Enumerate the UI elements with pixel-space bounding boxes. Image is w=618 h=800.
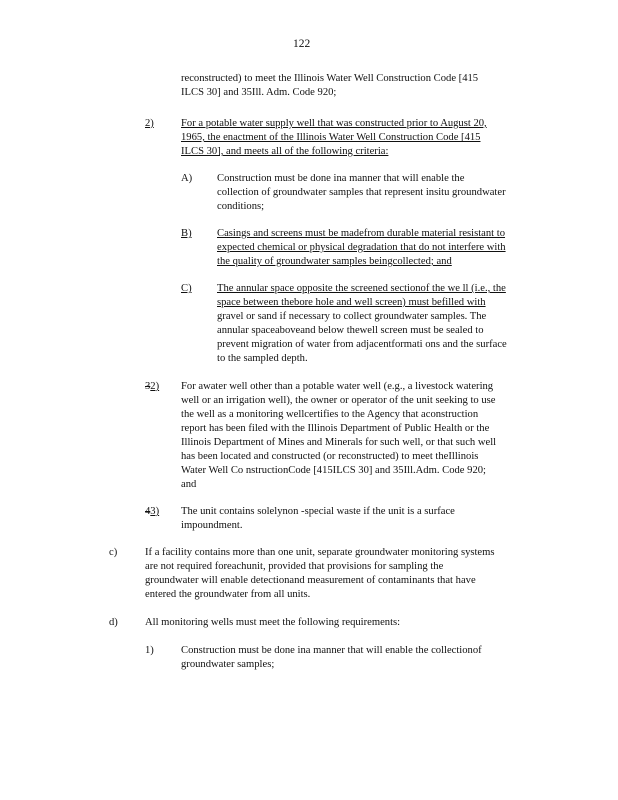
item-2-paragraph <box>181 117 487 159</box>
text-line: entered the groundwater from all units. <box>145 589 311 600</box>
text-line: gravel or sand if necessary to collect groundwater samples. The <box>217 311 487 322</box>
text-line: well or an irrigation well), the owner or operator of the unit seeking to use <box>181 395 496 406</box>
text-line: Construction must be done ina manner that will enable the collectionof <box>181 645 482 656</box>
text-line: collection of groundwater samples that represent insitu groundwater <box>217 187 506 198</box>
text-line: ILCS 30], and meets all of the following criteria: <box>181 146 389 157</box>
text-line: For awater well other than a potable water well (e.g., a livestock watering <box>181 381 494 392</box>
text-line: annular spaceaboveand below thewell screen must be sealed to <box>217 325 484 336</box>
text-line: to the sampled depth. <box>217 353 308 364</box>
page-number: 122 <box>293 38 311 50</box>
inserted-number: 3) <box>150 506 160 517</box>
item-2-label: 2) <box>145 118 154 129</box>
inserted-number: 2) <box>150 381 160 392</box>
item-4-label <box>145 505 159 519</box>
text-line: ILCS 30] and 35Ill. Adm. Code 920; <box>181 87 337 98</box>
struck-number: 4 <box>145 506 151 517</box>
text-line: The annular space opposite the screened sectionof the we ll (i.e., the <box>217 283 506 294</box>
text-line: All monitoring wells must meet the following requirements: <box>145 617 401 628</box>
text-line: Construction must be done ina manner that will enable the <box>217 173 465 184</box>
text-line: expected chemical or physical degradation that do not interfere with <box>217 242 506 253</box>
text-line: Casings and screens must be madefrom durable material resistant to <box>217 228 506 239</box>
sub-c-paragraph <box>217 282 507 366</box>
sub-c-label: C) <box>181 283 192 294</box>
item-c-label: c) <box>109 547 118 558</box>
text-line: conditions; <box>217 201 265 212</box>
text-line: has been located and constructed (or reconstructed) to meet theIllinois <box>181 451 479 462</box>
text-line: and <box>181 479 197 490</box>
item-d-paragraph <box>145 616 400 630</box>
text-line: are not required foreachunit, provided that provisions for sampling the <box>145 561 444 572</box>
text-line: the well as a monitoring wellcertifies to the Agency that aconstruction <box>181 409 479 420</box>
text-line: Water Well Co nstructionCode [415ILCS 30] and 35Ill.Adm. Code 920; <box>181 465 486 476</box>
sub-b-paragraph <box>217 227 506 269</box>
sub-b-label: B) <box>181 228 192 239</box>
sub-a-label: A) <box>181 173 193 184</box>
text-line: prevent migration of water from adjacentformati ons and the surface <box>217 339 507 350</box>
item-4-paragraph <box>181 505 455 533</box>
text-line: reconstructed) to meet the Illinois Water Well Construction Code [415 <box>181 73 479 84</box>
text-line: space between thebore hole and well screen) must befilled with <box>217 297 486 308</box>
text-line: impoundment. <box>181 520 243 531</box>
text-line: 1965, the enactment of the Illinois Water Well Construction Code [415 <box>181 132 481 143</box>
item-3-paragraph <box>181 380 496 492</box>
intro-paragraph <box>181 72 478 100</box>
text-line: Illinois Department of Mines and Minerals for such well, or that such well <box>181 437 497 448</box>
item-c-paragraph <box>145 546 495 602</box>
item-d-label: d) <box>109 617 118 628</box>
text-line: the quality of groundwater samples beingcollected; and <box>217 256 452 267</box>
text-line: groundwater will enable detectionand measurement of contaminants that have <box>145 575 476 586</box>
text-line: The unit contains solelynon -special waste if the unit is a surface <box>181 506 455 517</box>
text-line: groundwater samples; <box>181 659 275 670</box>
sub-1-label: 1) <box>145 645 154 656</box>
struck-number: 3 <box>145 381 151 392</box>
text-line: For a potable water supply well that was constructed prior to August 20, <box>181 118 487 129</box>
sub-1-paragraph <box>181 644 482 672</box>
text-line: If a facility contains more than one unit, separate groundwater monitoring systems <box>145 547 495 558</box>
text-line: report has been filed with the Illinois Department of Public Health or the <box>181 423 490 434</box>
sub-a-paragraph <box>217 172 506 214</box>
item-3-label <box>145 380 159 394</box>
